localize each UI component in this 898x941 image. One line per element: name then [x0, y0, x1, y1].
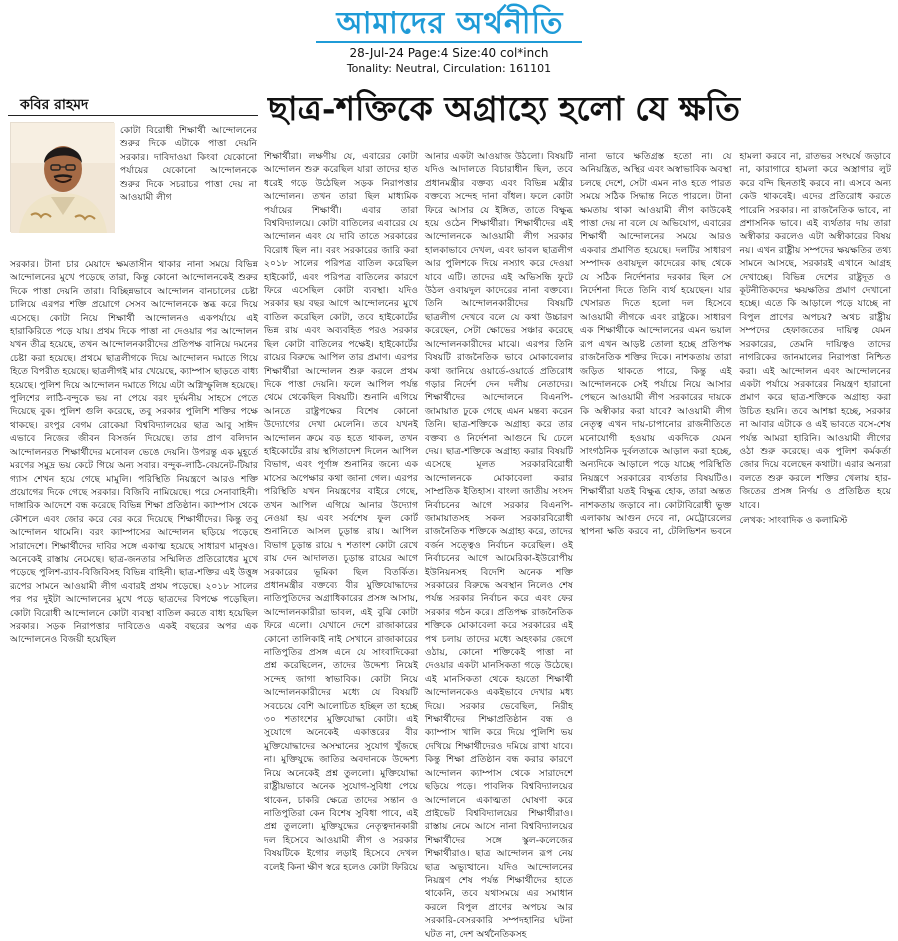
article-text-col3 [425, 150, 573, 940]
article-text-col1-top [120, 124, 257, 260]
article-headline: ছাত্র-শক্তিকে অগ্রাহ্যে হলো যে ক্ষতি [268, 89, 740, 128]
article-paragraph: আনার একটা আওয়াজ উঠলো। বিষয়টি যদিও আদালতে বিচারাধীন ছিল, তবে প্রধানমন্ত্রীর বক্তব্য এবং বিভিন্ন মন্ত্রীর বক্তব্যে সন্দেহ দানা বাঁধল। ফলে কোটা ফিরে আসার যে ইঙ্গিত, তাতে বিক্ষুব্ধ হয়ে ওঠেন শিক্ষার্থীরা। শিক্ষার্থীদের এই আন্দোলনকে আওয়ামী লীগ সরকার হালকাভাবে দেখল, এবং ভাবল ছাত্রলীগ আর পুলিশকে দিয়ে নস্যাৎ করে দেওয়া যাবে এটি। তাদের এই অভিসন্ধি ফুটে উঠল ওবায়দুল কাদেরের নানা বক্তব্যে। তিনি আন্দোলনকারীদের বিষয়টি ছাত্রলীগ দেখবে বলে যে কথা উচ্চারণ করেছেন, সেটা ক্ষোভের সঞ্চার করেছে আন্দোলনকারীদের মাঝে। এরপর তিনি বিষয়টি রাজনৈতিক ভাবে মোকাবেলার কথা জানিয়ে ওয়ার্ডে-ওয়ার্ডে প্রতিরোধ গড়ার নির্দেশ দেন দলীয় নেতাদের। শিক্ষার্থীদের আন্দোলনে বিএনপি-জামায়াত ঢুকে গেছে এমন মন্তব্য করেন তিনি। ছাত্র-শক্তিকে অগ্রাহ্য করে তার বক্তব্য ও নির্দেশনা আগুনে ঘি ঢেলে দেয়। ছাত্র-শক্তিকে অগ্রাহ্য করার বিষয়টি এসেছে মূলত সরকারবিরোধী আন্দোলনকে মোকাবেলা করার সাম্প্রতিক ইতিহাস। বাংলা জাতীয় সংসদ নির্বাচনের আগে সরকার বিএনপি-জামায়াতসহ সকল সরকারবিরোধী রাজনৈতিক শক্তিকে অগ্রাহ্য করে, তাদের বর্জন সত্ত্বেও নির্বাচন করেছিল। ওই নির্বাচনের আগে আমেরিকা-ইউরোপীয় ইউনিয়নসহ বিদেশি অনেক শক্তি সরকারের বিরুদ্ধে অবস্থান নিলেও শেষ পর্যন্ত সরকার নির্বাচন করে এবং ফের সরকার গঠন করে। প্রতিপক্ষ রাজনৈতিক শক্তিকে মোকাবেলা করে সরকারের এই পথ চলায় তাদের মধ্যে অহংকার জেগে ওঠায়, কোনো শক্তিকেই পাত্তা না দেওয়ার একটা মানসিকতা গড়ে উঠেছে। এই মানসিকতা থেকে হয়তো শিক্ষার্থী আন্দোলনকেও একইভাবে দেখার মধ্য দিয়ে। সরকার ভেবেছিল, নিরীহ শিক্ষার্থীদের শিক্ষাপ্রতিষ্ঠান বন্ধ ও ক্যাম্পাস খালি করে দিয়ে পুলিশি ভয় দেখিয়ে শিক্ষার্থীদেরও দমিয়ে রাখা যাবে। কিন্তু শিক্ষা প্রতিষ্ঠান বন্ধ করার কারণে আন্দোলন ক্যাম্পাস থেকে সারাদেশে ছড়িয়ে পড়ে। পাবলিক বিশ্ববিদ্যালয়ের আন্দোলনে একাত্মতা ঘোষণা করে প্রাইভেট বিশ্ববিদ্যালয়ের শিক্ষার্থীরাও। রাস্তায় নেমে আসে নানা বিশ্ববিদ্যালয়ের শিক্ষার্থীদের সঙ্গে স্কুল-কলেজের শিক্ষার্থীরাও। ছাত্র আন্দোলন রূপ নেয় ছাত্র অভ্যুত্থানে। যদিও আন্দোলনের নিয়ন্ত্রণ শেষ পর্যন্ত শিক্ষার্থীদের হাতে থাকেনি, তবে যথাসময়ে এর সমাধান করলে বিপুল প্রাণের অপচয় আর সরকারি-বেসরকারি সম্পদহানির ঘটনা ঘটত না, দেশ অর্থনৈতিকসহ [425, 151, 573, 940]
article-text-col2 [264, 150, 418, 873]
clipping-date-line: 28-Jul-24 Page:4 Size:40 col*inch [349, 46, 549, 60]
author-portrait-icon [11, 123, 115, 233]
newspaper-logo: আমাদের অর্থনীতি [336, 6, 564, 41]
writer-note: লেখক: সাংবাদিক ও কলামিস্ট [739, 514, 848, 526]
byline-rule [8, 115, 258, 116]
article-paragraph: কোটা বিরোধী শিক্ষার্থী আন্দোলনের শুরুর দিকে এটাকে পাত্তা দেয়নি সরকার। দাবিদাওয়া কিংবা যেকোনো পর্যায়ের যেকোনো আন্দোলনকে শুরুর দিকে সচরাচর পাত্তা দেয় না আওয়ামী লীগ [120, 125, 257, 204]
author-photo [10, 122, 114, 232]
masthead [0, 0, 898, 80]
article-paragraph: নানা ভাবে ক্ষতিগ্রস্ত হতো না। যে অনিয়ন্ত্রিত, অস্থির এবং অস্বাভাবিক অবস্থা চলছে দেশে, সেটা এমন নাও হতে পারত সময়ে সঠিক সিদ্ধান্ত নিতে পারলে। টানা ক্ষমতায় থাকা আওয়ামী লীগ কাউকেই পাত্তা দেয় না বলে যে অভিযোগ, এবারের শিক্ষার্থী আন্দোলনের সময়ে আরও একবার প্রমাণিত হয়েছে। দলটির সাধারণ সম্পাদক ওবায়দুল কাদেরের কাছ থেকে যে সঠিক নির্দেশনার দরকার ছিল সে নির্দেশনা দিতে তিনি ব্যর্থ হয়েছেন। যার খেসারত দিতে হলো দল হিসেবে আওয়ামী লীগকে এবং রাষ্ট্রকে। সাধারণ এক শিক্ষার্থীকে আন্দোলনের এমন ভয়াল রূপ এখন আড়ষ্ট তোলা হচ্ছে প্রতিপক্ষ রাজনৈতিক শক্তির দিকে। নাশকতায় তারা জড়িত থাকতে পারে, কিন্তু এই আন্দোলনকে সেই পর্যায়ে নিয়ে আসার পেছনে আওয়ামী লীগ সরকারের দায়কে কি অস্বীকার করা যাবে? আওয়ামী লীগ নেতৃত্ব এখন দায়-চাপানোর রাজনীতিতে মনোযোগী হওয়ায় একদিকে যেমন সাংগঠনিক দুর্বলতাকে আড়াল করা হচ্ছে, অন্যদিকে আড়ালে পড়ে যাচ্ছে পরিস্থিতি নিয়ন্ত্রণে সরকারের ব্যর্থতার বিষয়টিও। শিক্ষার্থীরা যতই বিক্ষুব্ধ হোক, তারা অন্তত নাশকতায় জড়াবে না। কোটাবিরোধী ভুক্ত এলাকায় আগুন দেবে না, মেট্রোরেলের স্থাপনা ক্ষতি করবে না, টেলিভিশন ভবনে হামলা করবে না, রাতভর সংঘর্ষে জড়াবে না, কারাগারে হামলা করে অস্ত্রাগার লুট করে বন্দি ছিনতাই করবে না। এসবে অন্য কেউ থাকবেই। এদের প্রতিরোধ করতে পারেনি সরকার। না রাজনৈতিক ভাবে, না প্রশাসনিক ভাবে। এই ব্যর্থতার দায় তারা অস্বীকার করলেও এটা অস্বীকারের বিষয় নয়। এখন রাষ্ট্রীয় সম্পদের ক্ষয়ক্ষতির তথ্য সামনে আসছে, সরকারই এখানে আগ্রহ দেখাচ্ছে। বিভিন্ন দেশের রাষ্ট্রদূত ও কূটনীতিকদের ক্ষয়ক্ষতির প্রমাণ দেখানো হচ্ছে। এতে কি আড়ালে পড়ে যাচ্ছে না বিপুল প্রাণের অপচয়? অথচ রাষ্ট্রীয় সম্পদের হেফাজতের দায়িত্ব যেমন সরকারের, তেমনি দায়িত্বও তাদের নাগরিকের জানমালের নিরাপত্তা নিশ্চিত করা। এই আন্দোলন এবং আন্দোলনের একটা পর্যায়ে সরকারের নিয়ন্ত্রণ হারানো প্রমাণ করে ছাত্র-শক্তিকে অগ্রাহ্য করা উচিত হয়নি। তবে আশঙ্কা হচ্ছে, সরকার না আবার এটাকে ও এই ভাবতে বসে-শেষ পর্যন্ত আমরা হারিনি। আওয়ামী লীগের ওঠা শুরু করেছে। এক পুলিশ কর্মকর্তা জোর দিয়ে বলেছেন কথাটা। এরার অন্যরা বলতে শুরু করলে শক্তির খেলায় হার-জিতের প্রসঙ্গ নির্ণয় ও প্রতিষ্ঠিত হয়ে যাবে। [580, 151, 891, 538]
clipping-tonality-line: Tonality: Neutral, Circulation: 161101 [346, 62, 552, 75]
logo-underline [316, 41, 582, 43]
article-text-col4 [580, 150, 891, 760]
article-paragraph: শিক্ষার্থীরা। লক্ষণীয় যে, এবারের কোটা আন্দোলন শুরু করেছিল যারা তাদের হাত ধরেই গড়ে উঠেছিল সড়ক নিরাপত্তার আন্দোলন। তখন তারা ছিল মাধ্যমিক পর্যায়ের শিক্ষার্থী। এবার তারা বিশ্ববিদ্যালয়ে। কোটা বাতিলের এবারের যে আন্দোলন এবং যে দাবি তাতে সরকারের বিরোধ ছিল না। বরং সরকারের জারি করা ২০১৮ সালের পরিপত্র বাতিল করেছিল হাইকোর্ট, এবং পরিপত্র বাতিলের কারণে ফিরে এসেছিল কোটা ব্যবস্থা। যদিও সরকার ছয় বছর আগে আন্দোলনের মুখে বাতিল করেছিল কোটা, তবে হাইকোর্টের ভিন্ন রায় এবং অব্যবহিত পরও সরকার ছিল কোটা বাতিলের পক্ষেই। হাইকোর্টের রায়ের বিরুদ্ধে আপিল তার প্রমাণ। এরপর শিক্ষার্থীরা আন্দোলন শুরু করলে প্রথম দিকে পাত্তা দেয়নি। ফলে আপিল পর্যন্ত থেমে থেকেছিল বিষয়টি। শুনানি এগিয়ে আনতে রাষ্ট্রপক্ষের বিশেষ কোনো উদ্যোগের দেখা মেলেনি। তবে যখনই আন্দোলন ক্রমে বড় হতে থাকল, তখন হাইকোর্টের রায় স্থগিতাদেশ দিলেন আপিল বিভাগ, এবং পূর্ণাঙ্গ শুনানির জন্যে এক মাসের অপেক্ষার কথা জানা গেল। এরপর পরিস্থিতি যখন নিয়ন্ত্রণের বাইরে গেছে, তখন আপিল এগিয়ে আনার উদ্যোগ নেওয়া হয় এবং সর্বশেষ ফুল কোর্ট শুনানিতে আসল চূড়ান্ত রায়। আপিল বিভাগ চূড়ান্ত রায়ে ৭ শতাংশ কোটা রেখে রায় দেন আদালত। চূড়ান্ত রায়ের আগে সরকারের ভূমিকা ছিল বিতর্কিত। প্রধানমন্ত্রীর বক্তব্যে বীর মুক্তিযোদ্ধাদের নাতিপুতিদের অগ্রাধিকারের প্রসঙ্গ আসায়, আন্দোলনকারীরা ভাবল, এই বুঝি কোটা ফিরে এলো। যেখানে দেশে রাজাকারের কোনো তালিকাই নাই সেখানে রাজাকারের নাতিপুতির প্রসঙ্গ এনে যে সাংবাদিকেরা প্রশ্ন করেছিলেন, তাদের উদ্দেশ্য নিয়েই সন্দেহ জাগা স্বাভাবিক। কোটা নিয়ে আন্দোলনকারীদের মধ্যে যে বিষয়টি সবচেয়ে বেশি আলোচিত হচ্ছিল তা হচ্ছে ৩০ শতাংশের মুক্তিযোদ্ধা কোটা। এই সুযোগে অনেকেই একাত্তরের বীর মুক্তিযোদ্ধাদের অসম্মানের সুযোগ খুঁজছে না। মুক্তিযুদ্ধে জাতির অবদানকে উদ্দেশ্য নিয়ে অনেকেই প্রশ্ন তুললো। মুক্তিযোদ্ধা রাষ্ট্রীয়ভাবে অনেক সুযোগ-সুবিধা পেয়ে থাকেন, চাকরি ক্ষেত্রে তাদের সন্তান ও নাতিপুতিরা কেন বিশেষ সুবিধা পাবে, এই প্রশ্ন তুললো। মুক্তিযুদ্ধের নেতৃত্বদানকারী দল হিসেবে আওয়ামী লীগ ও সরকার বিষয়টিকে ইগোর লড়াই হিসেবে দেখল বলেই কিনা ক্ষীণ স্বরে হলেও কোটা ফিরিয়ে [264, 151, 418, 873]
article-text-col1-bottom [10, 258, 258, 758]
article-paragraph: সরকার। টানা চার মেয়াদে ক্ষমতাসীন থাকার নানা সময়ে বিভিন্ন আন্দোলনের মুখে পড়েছে তারা, কিন্তু কোনো আন্দোলনকেই শুরুর দিকে পাত্তা দেয়নি তারা। বিচ্ছিন্নভাবে আন্দোলন বানচালের চেষ্টা চালিয়ে এরপর শক্তি প্রয়োগে সেসব আন্দোলনকে স্তব্ধ করে দিয়ে এসেছে। কোটা নিয়ে শিক্ষার্থী আন্দোলনও একপর্যায়ে এই হারাকিরিতে পড়ে যায়। প্রথম দিকে পাত্তা না দেওয়ার পর আন্দোলন যখন তীব্র হয়েছে, তখন আন্দোলনকারীদের প্রতিপক্ষ বানিয়ে দমনের চেষ্টা করা হয়েছে। প্রথমে ছাত্রলীগকে দিয়ে আন্দোলন দমাতে গিয়ে হিতে বিপরীত হয়েছে। ছাত্রলীগই মার খেয়েছে, ক্যাম্পাস ছাড়তে বাধ্য হয়েছে। পুলিশ দিয়ে আন্দোলন দমাতে গিয়ে এটা অগ্নিস্ফুলিঙ্গ হয়েছে। পুলিশের লাঠি-বন্দুকে ভয় না পেয়ে বরং দুর্দমনীয় সাহসে পেতে দিয়েছে বুক। পুলিশ গুলি করেছে, তবু সরকার পুলিশি শক্তির পক্ষে থাকছে। রংপুর বেগম রোকেয়া বিশ্ববিদ্যালয়ের ছাত্র আবু সাঈদ এভাবে নিজের জীবন বিসর্জন দিয়েছে। তার প্রাণ বলিদান আন্দোলনরত শিক্ষার্থীদের মনোবল ভেঙে দেয়নি। উপরন্তু এক মুহূর্তে মরণের সমুদ্র ভয় কেটে গিয়ে অন্য সবার। বন্দুক-লাঠি-বেয়নেট-টিয়ার গ্যাস শেখন হয়ে গেছে মামুলি। পরিস্থিতি নিয়ন্ত্রণে আরও শক্তি প্রয়োগের দিকে গেছে সরকার। বিজিবি নামিয়েছে। পরে সেনাবাহিনী। দাঙ্গারিক আদেশে বন্ধ করেছে বিভিন্ন শিক্ষা প্রতিষ্ঠান। ক্যাম্পাস থেকে কৌশলে এবং জোর করে বের করে দিয়েছে শিক্ষার্থীদের। কিন্তু তবু আন্দোলন থামেনি। বরং ক্যাম্পাসের আন্দোলন ছড়িয়ে পড়েছে সারাদেশে। শিক্ষার্থীদের দাবির সঙ্গে একাত্ম হয়েছে সাধারণ মানুষও। অনেকেই রাস্তায় নেমেছে। ছাত্র-জনতার সম্মিলিত প্রতিরোধের মুখে পড়েছে পুলিশ-র‍্যাব-বিজিবিসহ বিভিন্ন বাহিনী। ছাত্র-শক্তির এই উত্তুঙ্গ রূপের সামনে আওয়ামী লীগ এবারই প্রথম পড়েছে। ২০১৮ সালের পর পর দুইটা আন্দোলনের মুখে পড়ে ছাত্রদের বিপক্ষে পড়েছিল। কোটা বিরোধী আন্দোলনে কোটা ব্যবস্থা বাতিল করতে বাধ্য হয়েছিল সরকার। সড়ক নিরাপত্তার দাবিতেও একই বছরের অপর এক আন্দোলনেও বিজয়ী হয়েছিল [10, 259, 258, 646]
author-byline: কবির রাহমদ [20, 97, 89, 113]
